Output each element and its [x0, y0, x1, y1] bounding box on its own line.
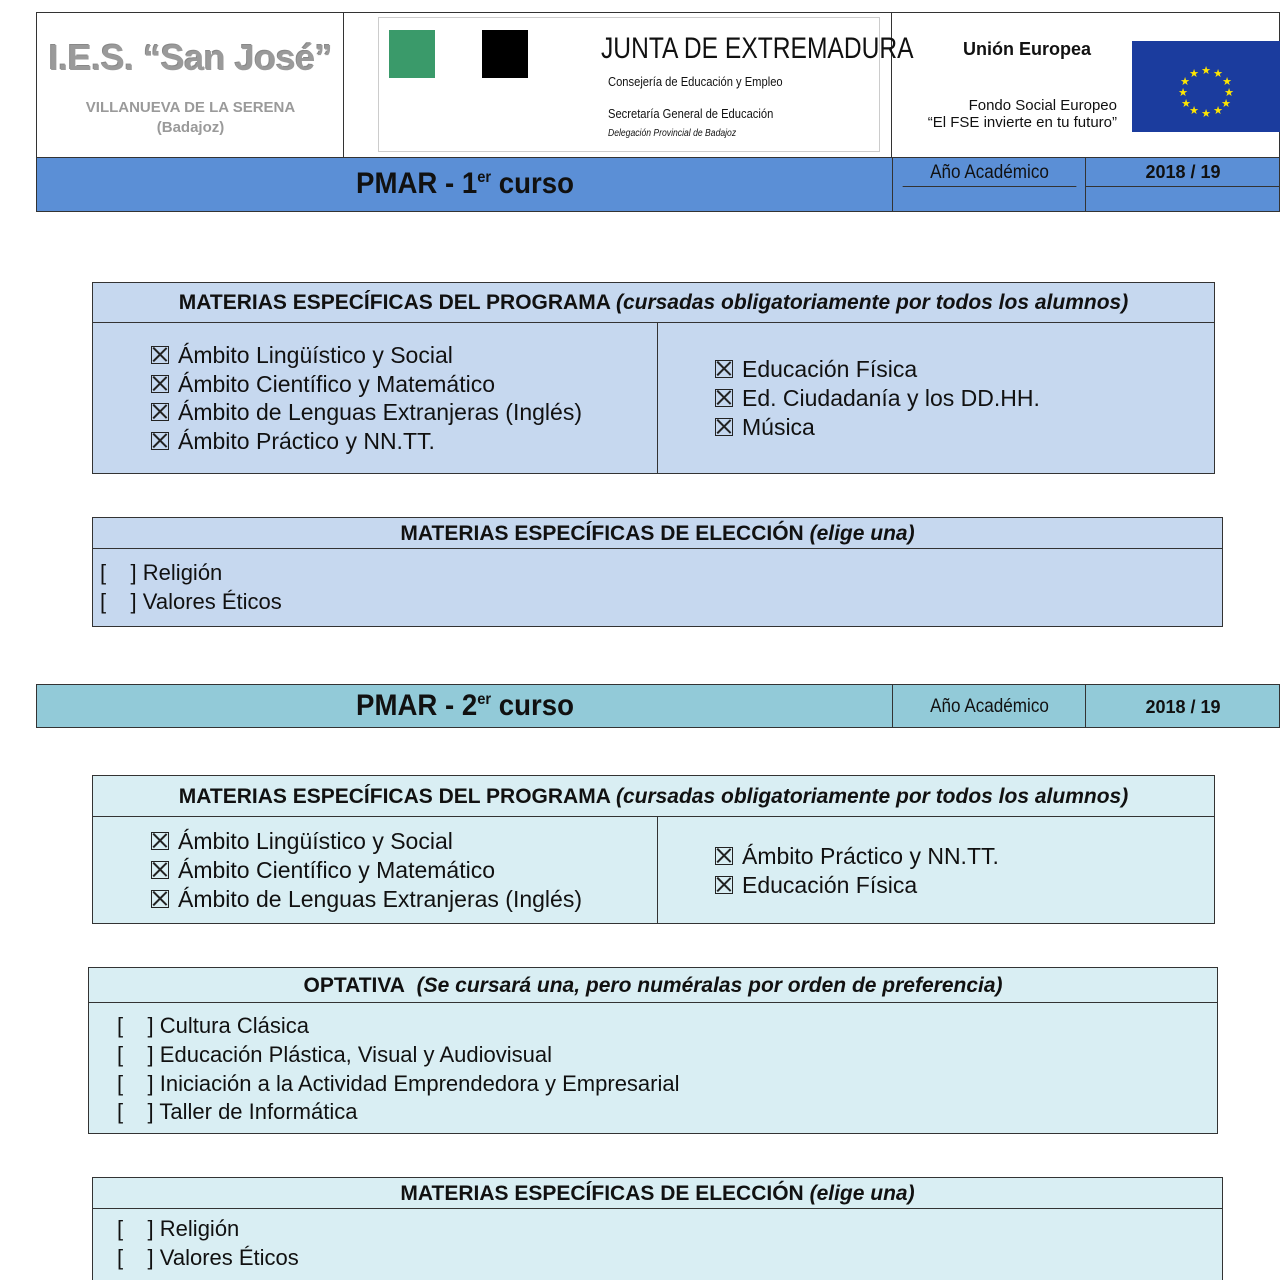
eu-title: Unión Europea: [963, 39, 1092, 59]
svg-text:★: ★: [1213, 67, 1223, 80]
course2-optional-item[interactable]: [ ] Educación Plástica, Visual y Audiovisual: [117, 1042, 552, 1067]
course2-year-value: 2018 / 19: [1145, 697, 1221, 717]
course1-choice-heading: MATERIAS ESPECÍFICAS DE ELECCIÓN (elige una): [93, 518, 1222, 549]
course2-program-heading: MATERIAS ESPECÍFICAS DEL PROGRAMA (cursadas obligatoriamente por todos los alumnos): [93, 776, 1214, 817]
school-town: VILLANUEVA DE LA SERENA: [85, 99, 296, 116]
svg-text:★: ★: [1189, 104, 1199, 117]
course1-choice-item[interactable]: [ ] Religión: [100, 560, 223, 585]
course2-program-item: Ámbito de Lenguas Extranjeras (Inglés): [151, 886, 582, 913]
checked-box-icon: [151, 861, 169, 879]
course2-title-bar: [36, 684, 1280, 728]
course2-optional-item[interactable]: [ ] Taller de Informática: [117, 1099, 358, 1124]
course2-program-item: Ámbito Práctico y NN.TT.: [715, 843, 999, 870]
checked-box-icon: [715, 847, 733, 865]
eu-flag-icon: [1132, 41, 1280, 132]
course1-program-item: Educación Física: [715, 356, 917, 383]
course1-title-bar: [36, 157, 1280, 212]
checked-box-icon: [151, 403, 169, 421]
course1-year-label-cell: [892, 158, 1086, 211]
course1-program-item: Música: [715, 414, 815, 441]
course1-year-label: Año Académico: [903, 158, 1077, 187]
choice-bracket: [ ]: [100, 589, 143, 614]
svg-text:★: ★: [1222, 75, 1232, 88]
course1-program-item: Ámbito Científico y Matemático: [151, 371, 495, 398]
choice-bracket: [ ]: [117, 1099, 160, 1124]
junta-header-cell: [343, 12, 914, 158]
course2-optional-item[interactable]: [ ] Iniciación a la Actividad Emprendedora y Empresarial: [117, 1071, 680, 1096]
course1-program-item: Ámbito Lingüístico y Social: [151, 342, 453, 369]
course1-program-item: Ámbito Práctico y NN.TT.: [151, 428, 435, 455]
course2-program-divider: [657, 817, 658, 923]
course2-program-item: Ámbito Lingüístico y Social: [151, 828, 453, 855]
junta-black-square-icon: [482, 30, 528, 78]
eu-stars-icon: [1132, 41, 1280, 132]
course1-choice-item[interactable]: [ ] Valores Éticos: [100, 589, 282, 614]
course1-program-box: [92, 282, 1215, 474]
course2-optional-heading: OPTATIVA (Se cursará una, pero numéralas por orden de preferencia): [89, 968, 1217, 1003]
choice-bracket: [ ]: [117, 1071, 160, 1096]
course2-optional-box: [88, 967, 1218, 1134]
choice-bracket: [ ]: [100, 560, 143, 585]
course2-choice-box: [92, 1177, 1223, 1280]
checked-box-icon: [151, 832, 169, 850]
junta-delegacion: Delegación Provincial de Badajoz: [608, 128, 737, 139]
choice-bracket: [ ]: [117, 1042, 160, 1067]
course1-program-item: Ámbito de Lenguas Extranjeras (Inglés): [151, 399, 582, 426]
course1-choice-box: [92, 517, 1223, 627]
school-province: (Badajoz): [156, 119, 225, 136]
checked-box-icon: [715, 360, 733, 378]
course2-optional-item[interactable]: [ ] Cultura Clásica: [117, 1013, 309, 1038]
junta-consejeria: Consejería de Educación y Empleo: [608, 74, 783, 89]
course2-year-label: Año Académico: [930, 696, 1049, 717]
svg-text:★: ★: [1178, 86, 1188, 99]
course2-year-label-cell: [892, 685, 1086, 727]
junta-logo-block: [378, 17, 914, 152]
course1-program-divider: [657, 323, 658, 473]
eu-header-cell: [891, 12, 1280, 158]
junta-title: JUNTA DE EXTREMADURA: [601, 32, 914, 65]
svg-text:★: ★: [1224, 86, 1234, 99]
choice-bracket: [ ]: [117, 1013, 160, 1038]
svg-text:★: ★: [1201, 64, 1211, 77]
svg-text:★: ★: [1189, 67, 1199, 80]
svg-text:★: ★: [1201, 107, 1211, 120]
checked-box-icon: [151, 346, 169, 364]
svg-text:★: ★: [1181, 97, 1191, 110]
course1-title: PMAR - 1er curso: [356, 167, 574, 200]
junta-secretaria: Secretaría General de Educación: [608, 106, 774, 121]
eu-fund: Fondo Social Europeo: [968, 97, 1117, 114]
svg-text:★: ★: [1221, 97, 1231, 110]
checked-box-icon: [715, 389, 733, 407]
course2-choice-heading: MATERIAS ESPECÍFICAS DE ELECCIÓN (elige una): [93, 1178, 1222, 1209]
course2-program-box: [92, 775, 1215, 924]
choice-bracket: [ ]: [117, 1245, 160, 1270]
course2-program-item: Ámbito Científico y Matemático: [151, 857, 495, 884]
course1-program-item: Ed. Ciudadanía y los DD.HH.: [715, 385, 1040, 412]
eu-motto: “El FSE invierte en tu futuro”: [927, 114, 1117, 131]
svg-text:★: ★: [1180, 75, 1190, 88]
school-name: I.E.S. “San José”: [48, 37, 333, 78]
course1-year-value-cell: [1085, 158, 1280, 211]
checked-box-icon: [151, 375, 169, 393]
course1-program-heading: MATERIAS ESPECÍFICAS DEL PROGRAMA (cursadas obligatoriamente por todos los alumnos): [93, 283, 1214, 323]
junta-green-square-icon: [389, 30, 435, 78]
course2-choice-item[interactable]: [ ] Valores Éticos: [117, 1245, 299, 1270]
checked-box-icon: [151, 432, 169, 450]
checked-box-icon: [715, 418, 733, 436]
course1-year-value: 2018 / 19: [1086, 158, 1280, 187]
checked-box-icon: [151, 890, 169, 908]
course2-choice-item[interactable]: [ ] Religión: [117, 1216, 240, 1241]
svg-text:★: ★: [1213, 104, 1223, 117]
course2-year-value-cell: [1085, 685, 1280, 727]
course2-title: PMAR - 2er curso: [356, 689, 574, 722]
course2-program-item: Educación Física: [715, 872, 917, 899]
choice-bracket: [ ]: [117, 1216, 160, 1241]
school-header-cell: [36, 12, 343, 158]
checked-box-icon: [715, 876, 733, 894]
